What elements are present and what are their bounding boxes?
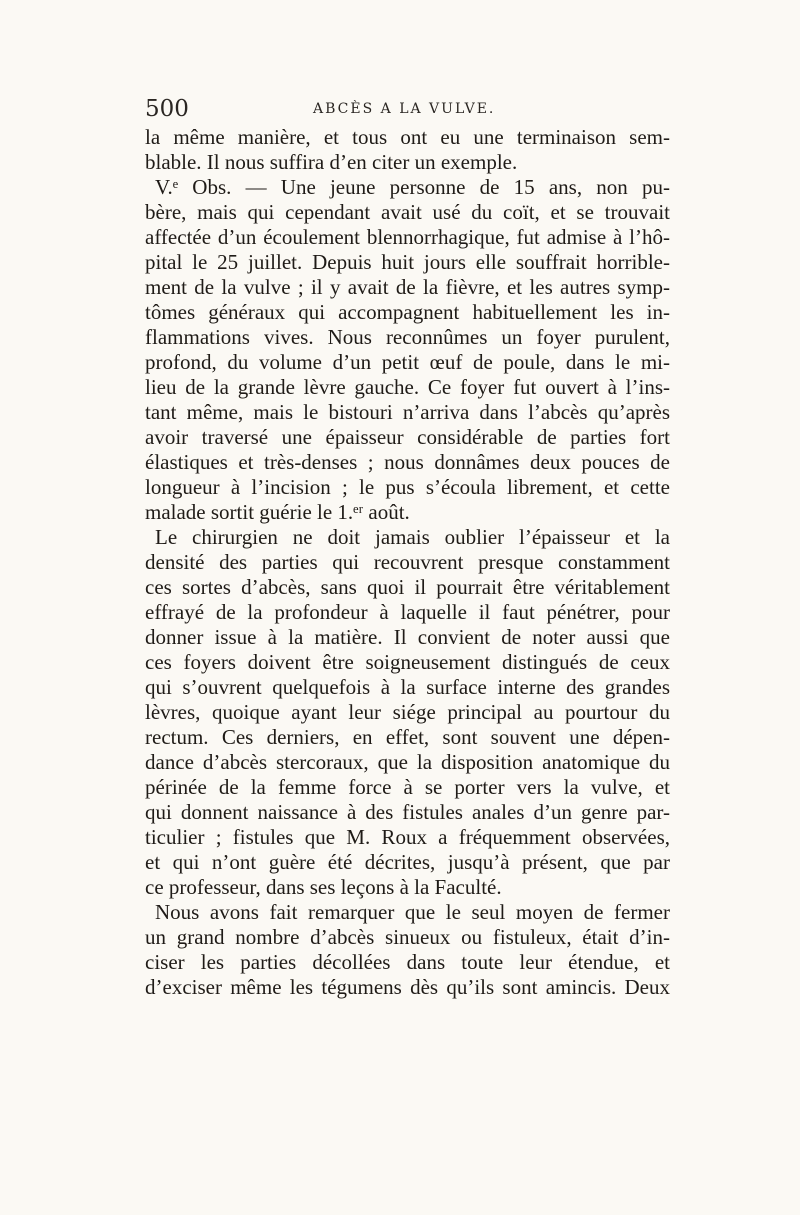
text-line: blable. Il nous suffira d’en citer un exemple. bbox=[145, 150, 518, 174]
text-line: densité des parties qui recouvrent presque constamment bbox=[145, 550, 670, 574]
text-line: d’exciser même les tégumens dès qu’ils sont amincis. Deux bbox=[145, 975, 670, 999]
running-head: ABCÈS A LA VULVE. bbox=[313, 101, 496, 117]
text-line: ces sortes d’abcès, sans quoi il pourrait être véritablement bbox=[145, 575, 670, 599]
body-text bbox=[145, 125, 670, 1000]
text-line: Nous avons fait remarquer que le seul moyen de fermer bbox=[155, 900, 670, 924]
text-line: Le chirurgien ne doit jamais oublier l’épaisseur et la bbox=[155, 525, 670, 549]
text-line: ticulier ; fistules que M. Roux a fréquemment observées, bbox=[145, 825, 670, 849]
text-line: élastiques et très-denses ; nous donnâmes deux pouces de bbox=[145, 450, 670, 474]
text-line: profond, du volume d’un petit œuf de poule, dans le mi- bbox=[145, 350, 670, 374]
page-header bbox=[145, 96, 670, 124]
text-line: ment de la vulve ; il y avait de la fièvre, et les autres symp- bbox=[145, 275, 670, 299]
text-line: qui s’ouvrent quelquefois à la surface interne des grandes bbox=[145, 675, 670, 699]
text-line: tant même, mais le bistouri n’arriva dans l’abcès qu’après bbox=[145, 400, 670, 424]
text-line: ce professeur, dans ses leçons à la Faculté. bbox=[145, 875, 502, 899]
text-line: donner issue à la matière. Il convient de noter aussi que bbox=[145, 625, 670, 649]
text-line: un grand nombre d’abcès sinueux ou fistuleux, était d’in- bbox=[145, 925, 670, 949]
text-line: périnée de la femme force à se porter vers la vulve, et bbox=[145, 775, 670, 799]
text-line: longueur à l’incision ; le pus s’écoula librement, et cette bbox=[145, 475, 670, 499]
text-line: qui donnent naissance à des fistules anales d’un genre par- bbox=[145, 800, 670, 824]
text-line: V.ᵉ Obs. — Une jeune personne de 15 ans, non pu- bbox=[155, 175, 670, 199]
text-line: dance d’abcès stercoraux, que la disposition anatomique du bbox=[145, 750, 670, 774]
text-line: lèvres, quoique ayant leur siége principal au pourtour du bbox=[145, 700, 670, 724]
text-line: bère, mais qui cependant avait usé du coït, et se trouvait bbox=[145, 200, 670, 224]
text-line: pital le 25 juillet. Depuis huit jours elle souffrait horrible- bbox=[145, 250, 670, 274]
text-line: ciser les parties décollées dans toute leur étendue, et bbox=[145, 950, 670, 974]
text-line: malade sortit guérie le 1.ᵉʳ août. bbox=[145, 500, 410, 524]
text-line: rectum. Ces derniers, en effet, sont souvent une dépen- bbox=[145, 725, 670, 749]
text-line: affectée d’un écoulement blennorrhagique, fut admise à l’hô- bbox=[145, 225, 670, 249]
page-number: 500 bbox=[145, 96, 189, 122]
text-line: tômes généraux qui accompagnent habituellement les in- bbox=[145, 300, 670, 324]
text-line: et qui n’ont guère été décrites, jusqu’à présent, que par bbox=[145, 850, 670, 874]
text-line: effrayé de la profondeur à laquelle il faut pénétrer, pour bbox=[145, 600, 670, 624]
text-line: lieu de la grande lèvre gauche. Ce foyer fut ouvert à l’ins- bbox=[145, 375, 670, 399]
text-line: flammations vives. Nous reconnûmes un foyer purulent, bbox=[145, 325, 670, 349]
text-line: la même manière, et tous ont eu une terminaison sem- bbox=[145, 125, 670, 149]
text-line: ces foyers doivent être soigneusement distingués de ceux bbox=[145, 650, 670, 674]
text-line: avoir traversé une épaisseur considérable de parties fort bbox=[145, 425, 670, 449]
